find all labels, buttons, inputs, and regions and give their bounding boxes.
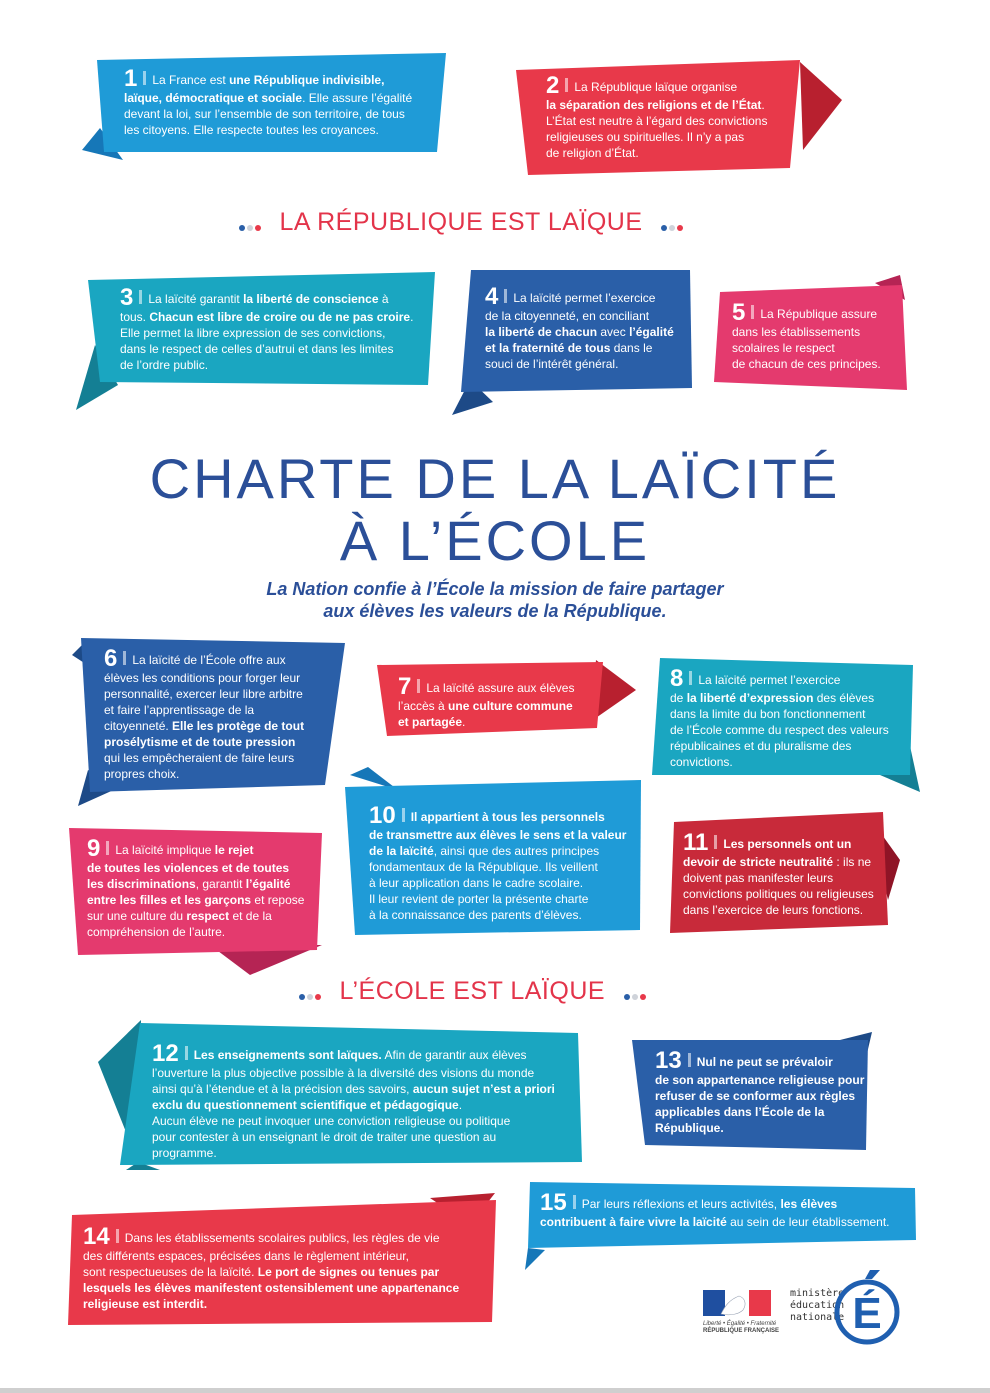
article-9	[87, 835, 305, 940]
article-text: fondamentaux de la République. Ils veillent	[369, 860, 598, 874]
article-11	[683, 829, 874, 918]
article-15	[540, 1189, 890, 1230]
article-text: laïque, démocratique et sociale	[124, 91, 303, 105]
separator	[573, 1195, 576, 1209]
article-4	[485, 283, 674, 372]
article-text: dans les établissements	[732, 325, 861, 339]
article-text: et faire l’apprentissage de la	[104, 703, 255, 717]
article-text: le rejet	[214, 843, 254, 857]
article-text: de	[670, 691, 687, 705]
article-text: compréhension de l’autre.	[87, 925, 226, 939]
article-text: programme.	[152, 1146, 217, 1160]
separator	[504, 289, 507, 303]
article-text: la liberté de chacun	[485, 325, 598, 339]
article-text: La République laïque organise	[574, 80, 738, 94]
article-text: scolaires le respect	[732, 341, 835, 355]
article-text: à leur application dans le cadre scolaire.	[369, 876, 584, 890]
article-text: convictions politiques ou religieuses	[683, 887, 874, 901]
article-text: de l’École comme du respect des valeurs	[670, 723, 889, 737]
article-text: . Elle assure l’égalité	[302, 91, 413, 105]
marianne-icon	[703, 1290, 771, 1316]
article-text: dans le	[610, 341, 653, 355]
article-number: 11	[683, 829, 709, 856]
article-text: lesquels les élèves manifestent ostensiblement une appartenance	[83, 1281, 460, 1295]
separator	[402, 808, 405, 822]
ministere-line: éducation	[790, 1300, 845, 1311]
article-text: Il leur revient de porter la présente charte	[369, 892, 589, 906]
rf-name: RÉPUBLIQUE FRANÇAISE	[703, 1328, 780, 1334]
article-text: Elle les protège de tout	[172, 719, 305, 733]
article-text: républicaines et du pluralisme des	[670, 739, 852, 753]
article-number: 5	[732, 299, 746, 326]
article-number: 7	[398, 673, 412, 700]
article-text: applicables dans l’École de la	[655, 1105, 825, 1119]
article-text: .	[761, 98, 765, 112]
article-text: Afin de garantir aux élèves	[381, 1048, 527, 1062]
page-title-line: À L’ÉCOLE	[339, 509, 651, 572]
article-text: , garantit	[195, 877, 246, 891]
article-text: La laïcité de l’École offre aux	[132, 653, 286, 667]
article-text: Les personnels ont un	[723, 837, 852, 851]
article-text: des différents espaces, précisées dans le règlement intérieur,	[83, 1249, 409, 1263]
article-text: les discriminations	[87, 877, 196, 891]
article-5	[732, 299, 881, 372]
article-text: Par leurs réflexions et leurs activités,	[581, 1197, 781, 1211]
article-text: la liberté de conscience	[243, 292, 379, 306]
subtitle-line: aux élèves les valeurs de la République.	[323, 601, 667, 621]
ribbon-2-tail	[800, 62, 842, 150]
article-2	[546, 72, 768, 161]
logo-letter: É	[852, 1289, 882, 1338]
article-text: refuser de se conformer aux règles	[655, 1089, 856, 1103]
e-logo-icon	[832, 1266, 902, 1348]
article-text: et de la	[229, 909, 272, 923]
rf-motto: Liberté • Égalité • Fraternité	[703, 1321, 777, 1327]
article-text: dans le respect de celles d’autrui et dans les limites	[120, 342, 394, 356]
article-text: de toutes les violences et de toutes	[87, 861, 290, 875]
article-text: l’ouverture la plus objective possible à la diversité des visions du monde	[152, 1066, 535, 1080]
article-text: l’égalité	[629, 325, 674, 339]
article-text: à la connaissance des parents d’élèves.	[369, 908, 582, 922]
article-number: 6	[104, 645, 118, 672]
article-14	[83, 1223, 460, 1312]
article-text: La République assure	[760, 307, 878, 321]
article-text: et repose	[251, 893, 305, 907]
article-text: de chacun de ces principes.	[732, 357, 881, 371]
article-text: sont respectueuses de la laïcité.	[83, 1265, 258, 1279]
article-3	[120, 284, 414, 373]
article-text: souci de l’intérêt général.	[485, 357, 619, 371]
page-subtitle	[0, 578, 990, 622]
article-text: devoir de stricte neutralité	[683, 855, 834, 869]
article-number: 9	[87, 835, 101, 862]
republique-francaise-logo	[703, 1290, 780, 1335]
article-text: de transmettre aux élèves le sens et la valeur	[369, 828, 627, 842]
article-text: les citoyens. Elle respecte toutes les croyances.	[124, 123, 379, 137]
article-text: personnalité, exercer leur libre arbitre	[104, 687, 303, 701]
article-text: pour contester à un enseignant le droit de traiter une question au	[152, 1130, 497, 1144]
section-title-ecole	[298, 977, 647, 1007]
article-10	[369, 802, 627, 923]
article-text: Les enseignements sont laïques.	[193, 1048, 382, 1062]
article-text: avec	[597, 325, 630, 339]
separator	[106, 841, 109, 855]
article-text: Aucun élève ne peut invoquer une conviction religieuse ou politique	[152, 1114, 511, 1128]
separator	[123, 651, 126, 665]
separator	[139, 290, 142, 304]
article-text: convictions.	[670, 755, 733, 769]
ribbon-15-tail	[525, 1248, 545, 1270]
article-text: : ils ne	[833, 855, 872, 869]
tricolor-dots	[298, 978, 322, 1007]
article-text: devant la loi, sur l’ensemble de son territoire, de tous	[124, 107, 405, 121]
article-text: La France est	[152, 73, 230, 87]
separator	[417, 679, 420, 693]
article-text: La laïcité permet l’exercice	[513, 291, 656, 305]
article-text: et partagée	[398, 715, 463, 729]
article-7	[398, 673, 575, 730]
article-number: 3	[120, 284, 134, 311]
section-title-text: LA RÉPUBLIQUE EST LAÏQUE	[279, 208, 643, 236]
article-number: 2	[546, 72, 560, 99]
article-text: une République indivisible,	[229, 73, 385, 87]
article-text: et la fraternité de tous	[485, 341, 611, 355]
article-text: La laïcité garantit	[148, 292, 244, 306]
separator	[565, 78, 568, 92]
article-12	[152, 1040, 555, 1161]
article-text: l’égalité	[245, 877, 291, 891]
article-text: sur une culture du	[87, 909, 187, 923]
article-text: , ainsi que des autres principes	[433, 844, 600, 858]
article-13	[655, 1047, 865, 1136]
article-text: dans l’exercice de leurs fonctions.	[683, 903, 864, 917]
article-text: de religion d’État.	[546, 146, 639, 160]
article-text: .	[458, 1098, 463, 1112]
article-text: prosélytisme et de toute pression	[104, 735, 296, 749]
separator	[116, 1229, 119, 1243]
article-text: Le port de signes ou tenues par	[257, 1265, 440, 1279]
article-text: Nul ne peut se prévaloir	[696, 1055, 833, 1069]
separator	[751, 305, 754, 319]
article-text: qui les empêcheraient de faire leurs	[104, 751, 295, 765]
article-text: Il appartient à tous les personnels	[410, 810, 605, 824]
article-text: la liberté d’expression	[686, 691, 814, 705]
article-text: La laïcité permet l’exercice	[698, 673, 841, 687]
article-text: élèves les conditions pour forger leur	[104, 671, 301, 685]
article-text: propres choix.	[104, 767, 180, 781]
page-bottom-border	[0, 1388, 990, 1393]
article-text: de la citoyenneté, en conciliant	[485, 309, 650, 323]
article-text: respect	[186, 909, 230, 923]
tricolor-dots	[623, 978, 647, 1007]
article-8	[670, 665, 889, 770]
article-text: au sein de leur établissement.	[726, 1215, 890, 1229]
article-text: La laïcité assure aux élèves	[426, 681, 575, 695]
separator	[143, 71, 146, 85]
article-1	[124, 65, 413, 138]
article-text: exclu du questionnement scientifique et pédagogique	[152, 1098, 459, 1112]
article-6	[104, 645, 305, 782]
article-text: La laïcité implique	[115, 843, 215, 857]
tricolor-dots	[238, 209, 262, 238]
article-text: République.	[655, 1121, 724, 1135]
article-text: une culture commune	[448, 699, 573, 713]
article-text: tous.	[120, 310, 150, 324]
page-title	[0, 448, 990, 572]
article-number: 8	[670, 665, 684, 692]
article-text: Elle permet la libre expression de ses convictions,	[120, 326, 386, 340]
article-number: 13	[655, 1047, 682, 1074]
article-number: 1	[124, 65, 138, 92]
article-text: des élèves	[813, 691, 875, 705]
ministere-line: ministère	[790, 1288, 845, 1299]
article-number: 14	[83, 1223, 110, 1250]
separator	[185, 1046, 188, 1060]
article-text: .	[462, 715, 466, 729]
article-text: Dans les établissements scolaires publics, les règles de vie	[124, 1231, 440, 1245]
subtitle-line: La Nation confie à l’École la mission de faire partager	[266, 579, 724, 599]
article-text: citoyenneté.	[104, 719, 173, 733]
article-text: religieuses ou spirituelles. Il n’y a pas	[546, 130, 745, 144]
article-text: les élèves	[780, 1197, 838, 1211]
page-title-line: CHARTE DE LA LAÏCITÉ	[149, 447, 841, 510]
section-title-text: L’ÉCOLE EST LAÏQUE	[339, 977, 606, 1005]
article-text: la séparation des religions et de l’État	[546, 98, 762, 112]
article-number: 15	[540, 1189, 567, 1216]
article-text: doivent pas manifester leurs	[683, 871, 834, 885]
article-text: aucun sujet n’est a priori	[412, 1082, 555, 1096]
separator	[688, 1053, 691, 1067]
article-text: .	[410, 310, 414, 324]
article-text: de l’ordre public.	[120, 358, 209, 372]
article-text: de son appartenance religieuse pour	[655, 1073, 865, 1087]
education-nationale-logo	[832, 1266, 902, 1353]
article-text: dans la limite du bon fonctionnement	[670, 707, 866, 721]
section-title-republique	[238, 208, 684, 238]
article-text: religieuse est interdit.	[83, 1297, 208, 1311]
article-number: 10	[369, 802, 396, 829]
article-text: de la laïcité	[369, 844, 434, 858]
article-text: L’État est neutre à l’égard des convictions	[546, 114, 768, 128]
article-text: à	[378, 292, 389, 306]
article-text: Chacun est libre de croire ou de ne pas croire	[149, 310, 411, 324]
article-text: entre les filles et les garçons	[87, 893, 252, 907]
article-text: contribuent à faire vivre la laïcité	[540, 1215, 727, 1229]
separator	[714, 835, 717, 849]
article-text: l’accès à	[398, 699, 449, 713]
article-number: 4	[485, 283, 499, 310]
separator	[689, 671, 692, 685]
article-text: ainsi qu’à l’étendue et à la précision des savoirs,	[152, 1082, 413, 1096]
article-number: 12	[152, 1040, 179, 1067]
ministere-line: nationale	[790, 1312, 845, 1323]
tricolor-dots	[660, 209, 684, 238]
